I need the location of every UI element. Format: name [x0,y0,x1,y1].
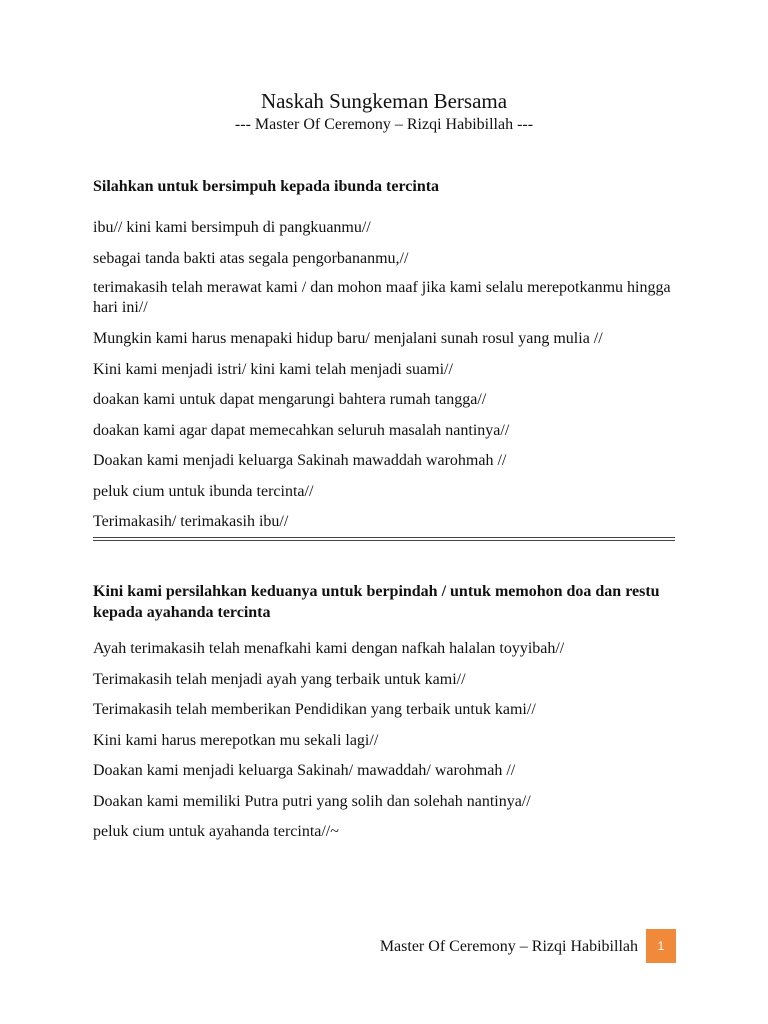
script-line: Kini kami menjadi istri/ kini kami telah menjadi suami// [93,360,453,378]
script-line: doakan kami agar dapat memecahkan seluruh masalah nantinya// [93,421,510,439]
script-line: sebagai tanda bakti atas segala pengorbananmu,// [93,249,409,267]
script-line: terimakasih telah merawat kami / dan mohon maaf jika kami selalu merepotkanmu hingga hari ini// [93,279,671,316]
script-line: doakan kami untuk dapat mengarungi bahtera rumah tangga// [93,391,487,408]
section-divider-bottom [93,540,675,541]
section-divider-top [93,537,675,538]
section-1-heading: Silahkan untuk bersimpuh kepada ibunda tercinta [93,178,440,195]
page-number-badge: 1 [646,929,676,963]
script-line: Terimakasih telah memberikan Pendidikan yang terbaik untuk kami// [93,701,536,718]
script-line: Terimakasih/ terimakasih ibu// [93,513,289,530]
script-line: Doakan kami menjadi keluarga Sakinah mawaddah warohmah // [93,452,507,469]
script-line: peluk cium untuk ayahanda tercinta//~ [93,823,339,840]
document-title: Naskah Sungkeman Bersama [260,89,508,113]
section-2-heading: Kini kami persilahkan keduanya untuk berpindah / untuk memohon doa dan restu kepada ayahanda tercinta [93,583,660,621]
script-line: Doakan kami menjadi keluarga Sakinah/ mawaddah/ warohmah // [93,762,516,779]
footer-author: Master Of Ceremony – Rizqi Habibillah [379,938,638,955]
script-line: Terimakasih telah menjadi ayah yang terbaik untuk kami// [93,670,466,688]
section-2-lines [93,638,683,852]
section-1-lines [93,217,683,542]
script-line: Doakan kami memiliki Putra putri yang solih dan solehah nantinya// [93,792,531,810]
script-line: peluk cium untuk ibunda tercinta// [93,482,314,500]
script-line: Ayah terimakasih telah menafkahi kami dengan nafkah halalan toyyibah// [93,640,565,657]
script-line: ibu// kini kami bersimpuh di pangkuanmu// [93,219,371,236]
script-line: Kini kami harus merepotkan mu sekali lagi// [93,731,379,749]
script-line: Mungkin kami harus menapaki hidup baru/ menjalani sunah rosul yang mulia // [93,330,603,347]
document-subtitle: --- Master Of Ceremony – Rizqi Habibillah --- [234,116,534,133]
